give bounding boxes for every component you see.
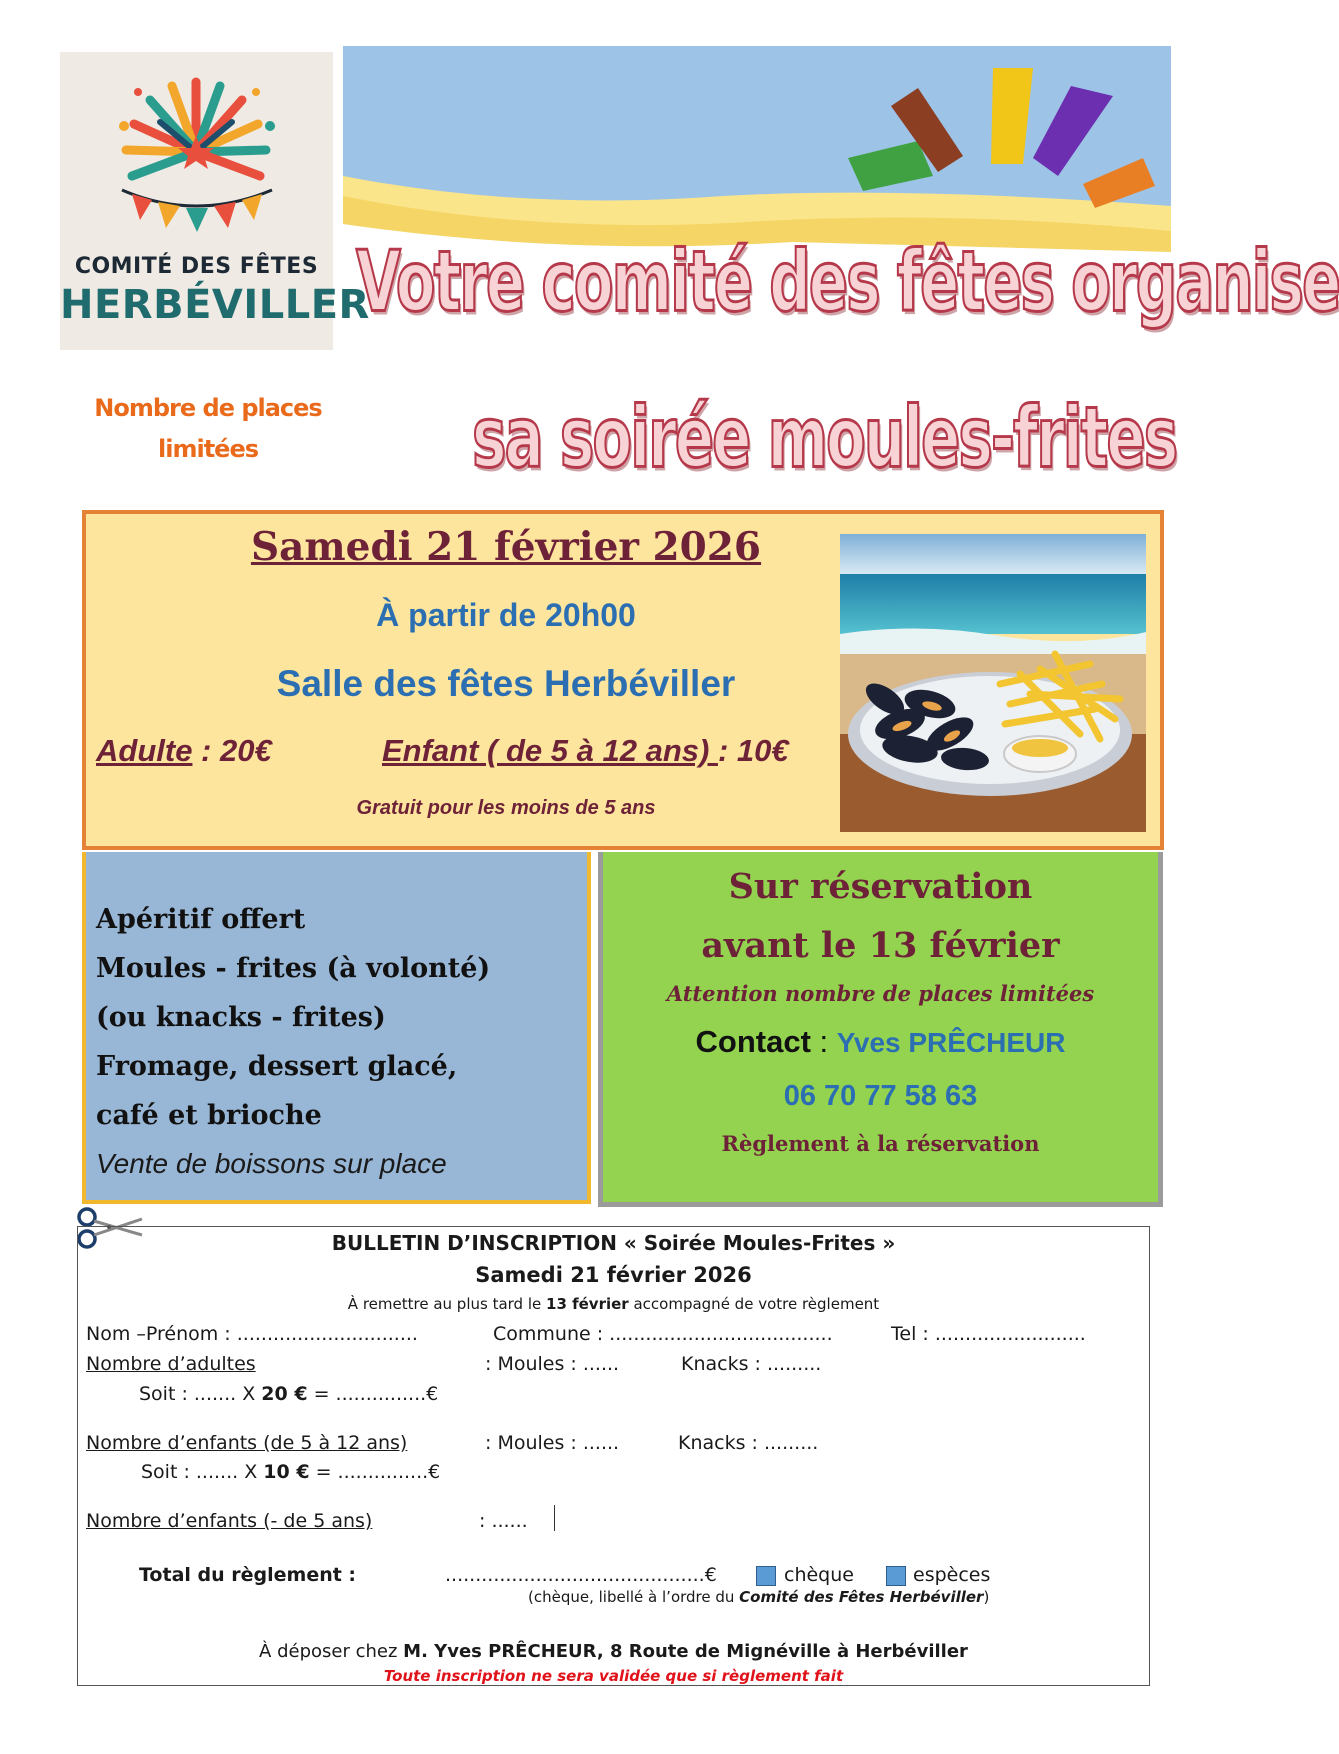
drinks-note: Vente de boissons sur place bbox=[96, 1148, 447, 1179]
children-soit-post: = ...............€ bbox=[309, 1461, 441, 1483]
deposit-address bbox=[78, 1641, 1149, 1662]
logo-line-1: COMITÉ DES FÊTES bbox=[74, 254, 319, 279]
menu-item: Apéritif offert bbox=[96, 904, 306, 935]
deadline-date: 13 février bbox=[546, 1295, 629, 1313]
child-price-value: : 10€ bbox=[717, 733, 789, 768]
children-moules-field[interactable]: : Moules : ...... bbox=[485, 1432, 620, 1454]
organizer-logo bbox=[60, 52, 370, 350]
places-line-1: Nombre de places bbox=[94, 394, 322, 422]
headline-line-2: sa soirée moules-frites bbox=[472, 388, 1177, 487]
free-under-five-note: Gratuit pour les moins de 5 ans bbox=[356, 797, 656, 819]
name-field[interactable]: Nom –Prénom : .............................. bbox=[86, 1323, 418, 1345]
validity-note: Toute inscription ne sera validée que si règlement fait bbox=[383, 1667, 844, 1685]
mussels-fries-photo bbox=[840, 534, 1146, 832]
limited-places-note bbox=[88, 388, 328, 470]
adults-total-field[interactable] bbox=[139, 1383, 438, 1405]
child-label: Enfant ( de 5 à 12 ans) bbox=[382, 733, 718, 768]
cash-checkbox[interactable] bbox=[886, 1566, 906, 1586]
tel-field[interactable]: Tel : ......................... bbox=[891, 1323, 1086, 1345]
deposit-pre: À déposer chez bbox=[259, 1641, 404, 1662]
cheque-checkbox[interactable] bbox=[756, 1566, 776, 1586]
adults-knacks-field[interactable]: Knacks : ......... bbox=[681, 1353, 822, 1375]
reservation-warning: Attention nombre de places limitées bbox=[666, 981, 1095, 1006]
small-children-label: Nombre d’enfants (- de 5 ans) bbox=[86, 1510, 373, 1532]
event-date: Samedi 21 février 2026 bbox=[250, 524, 762, 570]
payee-note bbox=[528, 1588, 989, 1606]
adults-soit-pre: Soit : ....... X bbox=[139, 1383, 262, 1405]
children-knacks-field[interactable]: Knacks : ......... bbox=[678, 1432, 819, 1454]
form-date: Samedi 21 février 2026 bbox=[475, 1263, 752, 1287]
small-children-field[interactable]: : ...... bbox=[479, 1510, 528, 1532]
payto-pre: (chèque, libellé à l’ordre du bbox=[528, 1588, 740, 1606]
beach-sunrays-banner-icon bbox=[343, 46, 1171, 256]
registration-form bbox=[77, 1226, 1150, 1686]
menu-item: Fromage, dessert glacé, bbox=[96, 1051, 458, 1082]
cheque-label: chèque bbox=[784, 1564, 854, 1586]
cash-label: espèces bbox=[913, 1564, 991, 1586]
headline-line-1: Votre comité des fêtes organise bbox=[356, 232, 1339, 331]
reservation-line-2: avant le 13 février bbox=[701, 925, 1060, 966]
deadline-text-post: accompagné de votre règlement bbox=[628, 1295, 880, 1313]
event-details-box bbox=[82, 510, 1164, 850]
fireworks-bunting-logo-icon bbox=[60, 52, 333, 252]
children-soit-pre: Soit : ....... X bbox=[141, 1461, 264, 1483]
menu-box bbox=[82, 852, 591, 1204]
payto-name: Comité des Fêtes Herbéviller bbox=[739, 1588, 984, 1606]
form-deadline bbox=[78, 1295, 1149, 1313]
reservation-line-1: Sur réservation bbox=[728, 866, 1033, 907]
reservation-box bbox=[598, 852, 1163, 1207]
event-venue: Salle des fêtes Herbéviller bbox=[276, 663, 736, 704]
menu-item: café et brioche bbox=[96, 1100, 322, 1131]
payto-post: ) bbox=[983, 1588, 990, 1606]
total-field[interactable]: ...........................................€ bbox=[445, 1564, 717, 1586]
contact-phone: 06 70 77 58 63 bbox=[783, 1080, 978, 1112]
adults-label: Nombre d’adultes bbox=[86, 1353, 256, 1375]
adults-soit-post: = ...............€ bbox=[307, 1383, 439, 1405]
menu-item: Moules - frites (à volonté) bbox=[96, 953, 491, 984]
menu-item: (ou knacks - frites) bbox=[96, 1002, 386, 1033]
form-title: BULLETIN D’INSCRIPTION « Soirée Moules-Frites » bbox=[331, 1231, 896, 1255]
contact-separator: : bbox=[810, 1024, 837, 1059]
places-line-2: limitées bbox=[158, 435, 258, 463]
children-unit-price: 10 € bbox=[263, 1461, 310, 1483]
deadline-text-pre: À remettre au plus tard le bbox=[347, 1295, 547, 1313]
adult-label: Adulte bbox=[96, 733, 193, 768]
contact-label: Contact bbox=[695, 1024, 811, 1059]
adult-price bbox=[96, 733, 272, 769]
text-cursor bbox=[554, 1505, 555, 1531]
beach-banner bbox=[343, 46, 1171, 256]
deposit-address-bold: M. Yves PRÊCHEUR, 8 Route de Mignéville à Herbéviller bbox=[403, 1641, 968, 1662]
event-time: À partir de 20h00 bbox=[376, 597, 636, 633]
reservation-contact bbox=[603, 1024, 1158, 1060]
children-total-field[interactable] bbox=[141, 1461, 440, 1483]
contact-name: Yves PRÊCHEUR bbox=[836, 1027, 1066, 1058]
payment-note: Règlement à la réservation bbox=[721, 1131, 1040, 1156]
mussels-fries-beach-photo-icon bbox=[840, 534, 1146, 832]
adult-price-value: : 20€ bbox=[192, 733, 272, 768]
adults-moules-field[interactable]: : Moules : ...... bbox=[485, 1353, 620, 1375]
total-label: Total du règlement : bbox=[139, 1564, 357, 1586]
adults-unit-price: 20 € bbox=[261, 1383, 308, 1405]
logo-line-2: HERBÉVILLER bbox=[60, 282, 370, 328]
child-price bbox=[382, 733, 789, 769]
children-label: Nombre d’enfants (de 5 à 12 ans) bbox=[86, 1432, 408, 1454]
commune-field[interactable]: Commune : ..................................... bbox=[493, 1323, 833, 1345]
